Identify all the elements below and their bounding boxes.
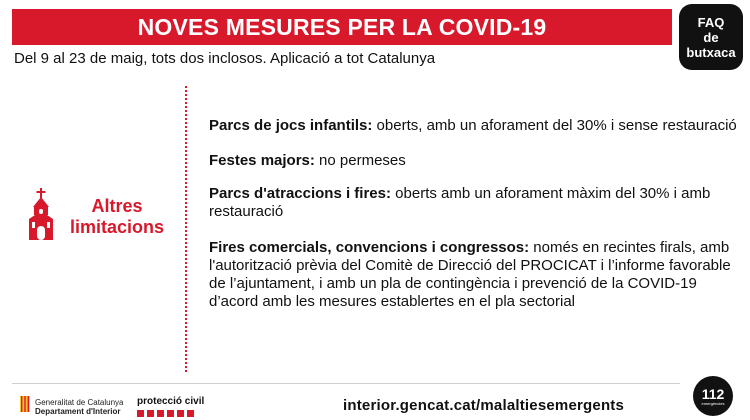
- category-label-line-2: limitacions: [70, 216, 165, 237]
- proteccio-civil-logo: [137, 396, 204, 417]
- website-link[interactable]: interior.gencat.cat/malaltiesemergents: [343, 397, 625, 414]
- category-label: [70, 196, 164, 238]
- senyera-icon: [20, 396, 30, 417]
- list-item: [209, 185, 745, 221]
- proteccio-civil-text: protecció civil: [137, 396, 205, 407]
- title-banner: [12, 9, 672, 45]
- gencat-logo: [20, 396, 124, 417]
- item-title: Parcs d'atraccions i fires:: [209, 185, 391, 202]
- item-title: Festes majors:: [209, 152, 315, 169]
- list-item: [209, 239, 745, 311]
- gencat-name: Generalitat de Catalunya: [35, 397, 124, 407]
- emergency-112-badge: [693, 376, 733, 416]
- proteccio-squares-icon: [137, 410, 204, 417]
- item-title: Parcs de jocs infantils:: [209, 117, 373, 134]
- subtitle: Del 9 al 23 de maig, tots dos inclosos. Aplicació a tot Catalunya: [14, 50, 436, 67]
- faq-line-3: butxaca: [686, 44, 736, 60]
- badge-number: 112: [701, 385, 725, 402]
- list-item: [209, 117, 745, 135]
- item-text: no permeses: [314, 152, 406, 169]
- list-item: [209, 152, 745, 170]
- department-name: Departament d'Interior: [35, 406, 121, 416]
- faq-badge: [679, 4, 743, 70]
- badge-subtext: emergències: [701, 400, 725, 406]
- category-block: [28, 188, 164, 245]
- footer-divider: [12, 383, 680, 384]
- page-title: NOVES MESURES PER LA COVID-19: [137, 13, 547, 40]
- item-text: només en recintes firals, amb l'autorització prèvia del Comitè de Direcció del PROCICAT i l’informe favorable de l’ajuntament, i amb un pla de contingència i prevenció de la COVID-19 d’acord amb les mesures establertes en el pla sectorial: [209, 239, 731, 310]
- category-label-line-1: Altres: [91, 195, 143, 216]
- item-text: oberts amb un aforament màxim del 30% i amb restauració: [209, 185, 711, 220]
- dotted-divider: [185, 86, 187, 372]
- faq-line-2: de: [703, 29, 719, 45]
- item-text: oberts, amb un aforament del 30% i sense restauració: [372, 117, 737, 134]
- church-icon: [28, 188, 54, 245]
- item-title: Fires comercials, convencions i congressos:: [209, 239, 530, 256]
- faq-line-1: FAQ: [697, 14, 725, 30]
